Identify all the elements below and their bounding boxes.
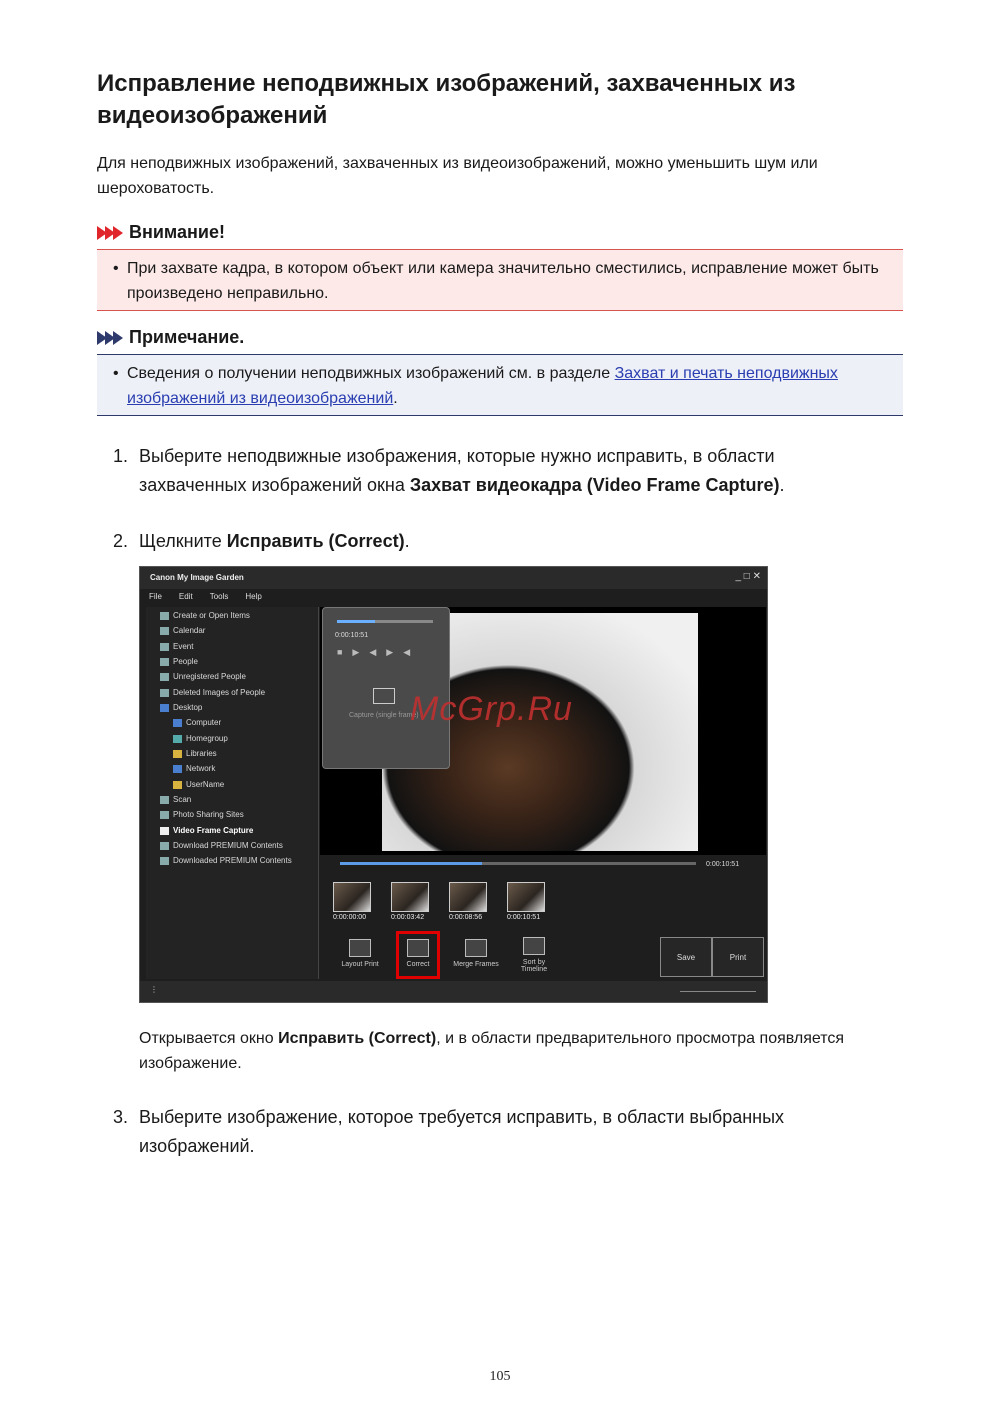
intro-paragraph: Для неподвижных изображений, захваченных из видеоизображений, можно уменьшить шум или шероховатость. bbox=[97, 155, 818, 197]
app-titlebar bbox=[140, 567, 768, 589]
result-bold: Исправить (Correct) bbox=[278, 1030, 437, 1047]
step-number: 2. bbox=[113, 531, 129, 551]
person-icon bbox=[160, 658, 169, 666]
player-seek-fill bbox=[337, 620, 375, 623]
tree-event[interactable] bbox=[160, 642, 193, 651]
sharing-icon bbox=[160, 811, 169, 819]
player-controls-icon[interactable]: ■▶◀▶◀ bbox=[337, 647, 421, 657]
timeline-track[interactable] bbox=[340, 862, 696, 865]
tree-label: Create or Open Items bbox=[173, 611, 250, 620]
tree-label: Computer bbox=[186, 718, 222, 727]
zoom-slider[interactable] bbox=[680, 991, 756, 992]
layout-print-icon bbox=[349, 939, 371, 957]
result-text: Открывается окно bbox=[139, 1030, 279, 1047]
tree-label: Deleted Images of People bbox=[173, 688, 266, 697]
calendar-icon bbox=[160, 627, 169, 635]
scan-icon bbox=[160, 796, 169, 804]
tree-label: Photo Sharing Sites bbox=[173, 810, 244, 819]
capture-label: Capture (single frame) bbox=[349, 712, 419, 719]
person-icon bbox=[160, 673, 169, 681]
folder-icon bbox=[173, 781, 182, 789]
tree-create[interactable] bbox=[160, 611, 250, 620]
app-title: Canon My Image Garden bbox=[150, 573, 244, 582]
tree-network[interactable] bbox=[173, 764, 215, 773]
video-capture-icon bbox=[160, 827, 169, 835]
step-2 bbox=[113, 527, 879, 556]
tree-label: Homegroup bbox=[186, 734, 228, 743]
merge-frames-button[interactable] bbox=[450, 939, 502, 968]
sidebar-toggle-icon[interactable]: ⋮ bbox=[150, 985, 158, 994]
tree-label: Unregistered People bbox=[173, 672, 246, 681]
frame-thumb-4[interactable] bbox=[507, 882, 545, 912]
frame-time: 0:00:03:42 bbox=[391, 914, 425, 921]
layout-print-button[interactable] bbox=[336, 939, 384, 968]
merge-frames-icon bbox=[465, 939, 487, 957]
tree-video-frame-capture[interactable] bbox=[160, 826, 253, 835]
player-time: 0:00:10:51 bbox=[335, 632, 369, 639]
step-3 bbox=[113, 1103, 879, 1161]
tree-calendar[interactable] bbox=[160, 626, 205, 635]
tree-people[interactable] bbox=[160, 657, 198, 666]
note-arrows-icon bbox=[97, 331, 121, 345]
player-seek-bar[interactable] bbox=[337, 620, 433, 623]
tree-label: Downloaded PREMIUM Contents bbox=[173, 856, 292, 865]
step-text: Выберите неподвижные изображения, которые нужно исправить, в области захваченных изображений окна bbox=[139, 446, 775, 495]
tree-label: Desktop bbox=[173, 703, 203, 712]
folder-icon bbox=[173, 750, 182, 758]
tree-unregistered[interactable] bbox=[160, 672, 246, 681]
tree-downloaded-premium[interactable] bbox=[160, 856, 292, 865]
sidebar-tree bbox=[146, 607, 319, 979]
note-suffix: . bbox=[393, 390, 398, 407]
step-number: 1. bbox=[113, 446, 129, 466]
page-number: 105 bbox=[489, 1369, 511, 1384]
folder-icon bbox=[160, 857, 169, 865]
attention-arrows-icon bbox=[97, 226, 121, 240]
tree-label: People bbox=[173, 657, 198, 666]
create-icon bbox=[160, 612, 169, 620]
frame-thumb-2[interactable] bbox=[391, 882, 429, 912]
frame-time: 0:00:08:56 bbox=[449, 914, 483, 921]
step-bold: Захват видеокадра (Video Frame Capture) bbox=[409, 475, 780, 495]
tree-label: Video Frame Capture bbox=[173, 826, 254, 835]
sort-by-timeline-button[interactable] bbox=[512, 937, 556, 973]
tree-label: Network bbox=[186, 764, 216, 773]
note-link[interactable]: Захват и печать неподвижных изображений из видеоизображений bbox=[127, 365, 838, 407]
note-box bbox=[97, 354, 903, 416]
note-heading bbox=[97, 327, 244, 348]
camera-icon[interactable] bbox=[373, 688, 395, 704]
timeline-time: 0:00:10:51 bbox=[706, 861, 740, 868]
event-icon bbox=[160, 643, 169, 651]
tree-homegroup[interactable] bbox=[173, 734, 228, 743]
timeline-fill bbox=[340, 862, 482, 865]
desktop-icon bbox=[160, 704, 169, 712]
step-bold: Исправить (Correct) bbox=[226, 531, 405, 551]
sort-timeline-label: Sort by Timeline bbox=[520, 959, 548, 973]
tree-deleted[interactable] bbox=[160, 688, 265, 697]
attention-item: • При захвате кадра, в котором объект или камера значительно сместились, исправление может быть произведено неправильно. bbox=[113, 256, 897, 306]
tree-scan[interactable] bbox=[160, 795, 191, 804]
layout-print-label: Layout Print bbox=[341, 961, 379, 968]
tree-label: Event bbox=[173, 642, 194, 651]
tree-label: Libraries bbox=[186, 749, 217, 758]
attention-heading bbox=[97, 222, 225, 243]
frame-time: 0:00:00:00 bbox=[333, 914, 367, 921]
page-title: Исправление неподвижных изображений, захваченных из видеоизображений bbox=[97, 70, 796, 129]
app-screenshot bbox=[139, 566, 768, 1003]
tree-label: Download PREMIUM Contents bbox=[173, 841, 283, 850]
frame-thumb-1[interactable] bbox=[333, 882, 371, 912]
menu-tools[interactable]: Tools bbox=[209, 592, 229, 601]
attention-box bbox=[97, 249, 903, 311]
network-icon bbox=[173, 765, 182, 773]
tree-label: Scan bbox=[173, 795, 192, 804]
sort-timeline-icon bbox=[523, 937, 545, 955]
correct-button[interactable] bbox=[396, 939, 440, 968]
watermark: McGrp.Ru bbox=[410, 690, 573, 728]
menu-edit[interactable]: Edit bbox=[178, 592, 193, 601]
step-text: Выберите изображение, которое требуется исправить, в области выбранных изображений. bbox=[139, 1107, 785, 1156]
step-suffix: . bbox=[779, 475, 785, 495]
tree-computer[interactable] bbox=[173, 718, 221, 727]
status-bar bbox=[140, 981, 768, 1003]
tree-desktop[interactable] bbox=[160, 703, 202, 712]
window-controls-icon[interactable]: _ □ ✕ bbox=[735, 571, 761, 582]
menu-file[interactable]: File bbox=[149, 592, 162, 601]
tree-label: UserName bbox=[186, 780, 225, 789]
tree-download-premium[interactable] bbox=[160, 841, 283, 850]
result-suffix: , и в области предварительного просмотра появляется изображение. bbox=[139, 1030, 845, 1072]
person-icon bbox=[160, 689, 169, 697]
menu-help[interactable]: Help bbox=[245, 592, 262, 601]
step-suffix: . bbox=[404, 531, 410, 551]
app-menubar bbox=[149, 592, 262, 601]
note-text: Сведения о получении неподвижных изображений см. в разделе bbox=[127, 365, 615, 382]
tree-libraries[interactable] bbox=[173, 749, 217, 758]
print-button[interactable]: Print bbox=[712, 937, 764, 977]
note-item bbox=[113, 361, 897, 411]
step-2-result bbox=[139, 1026, 879, 1076]
merge-frames-label: Merge Frames bbox=[453, 961, 499, 968]
computer-icon bbox=[173, 719, 182, 727]
step-text: Щелкните bbox=[139, 531, 227, 551]
frame-thumb-3[interactable] bbox=[449, 882, 487, 912]
player-panel bbox=[322, 607, 450, 769]
tree-username[interactable] bbox=[173, 780, 224, 789]
tree-photo-sharing[interactable] bbox=[160, 810, 244, 819]
attention-heading-text: Внимание! bbox=[129, 222, 225, 242]
frame-time: 0:00:10:51 bbox=[507, 914, 541, 921]
note-heading-text: Примечание. bbox=[129, 327, 245, 347]
homegroup-icon bbox=[173, 735, 182, 743]
tree-label: Calendar bbox=[173, 626, 206, 635]
step-number: 3. bbox=[113, 1107, 129, 1127]
step-1 bbox=[113, 442, 879, 500]
save-button[interactable]: Save bbox=[660, 937, 712, 977]
correct-label: Correct bbox=[406, 961, 430, 968]
correct-icon bbox=[407, 939, 429, 957]
download-icon bbox=[160, 842, 169, 850]
